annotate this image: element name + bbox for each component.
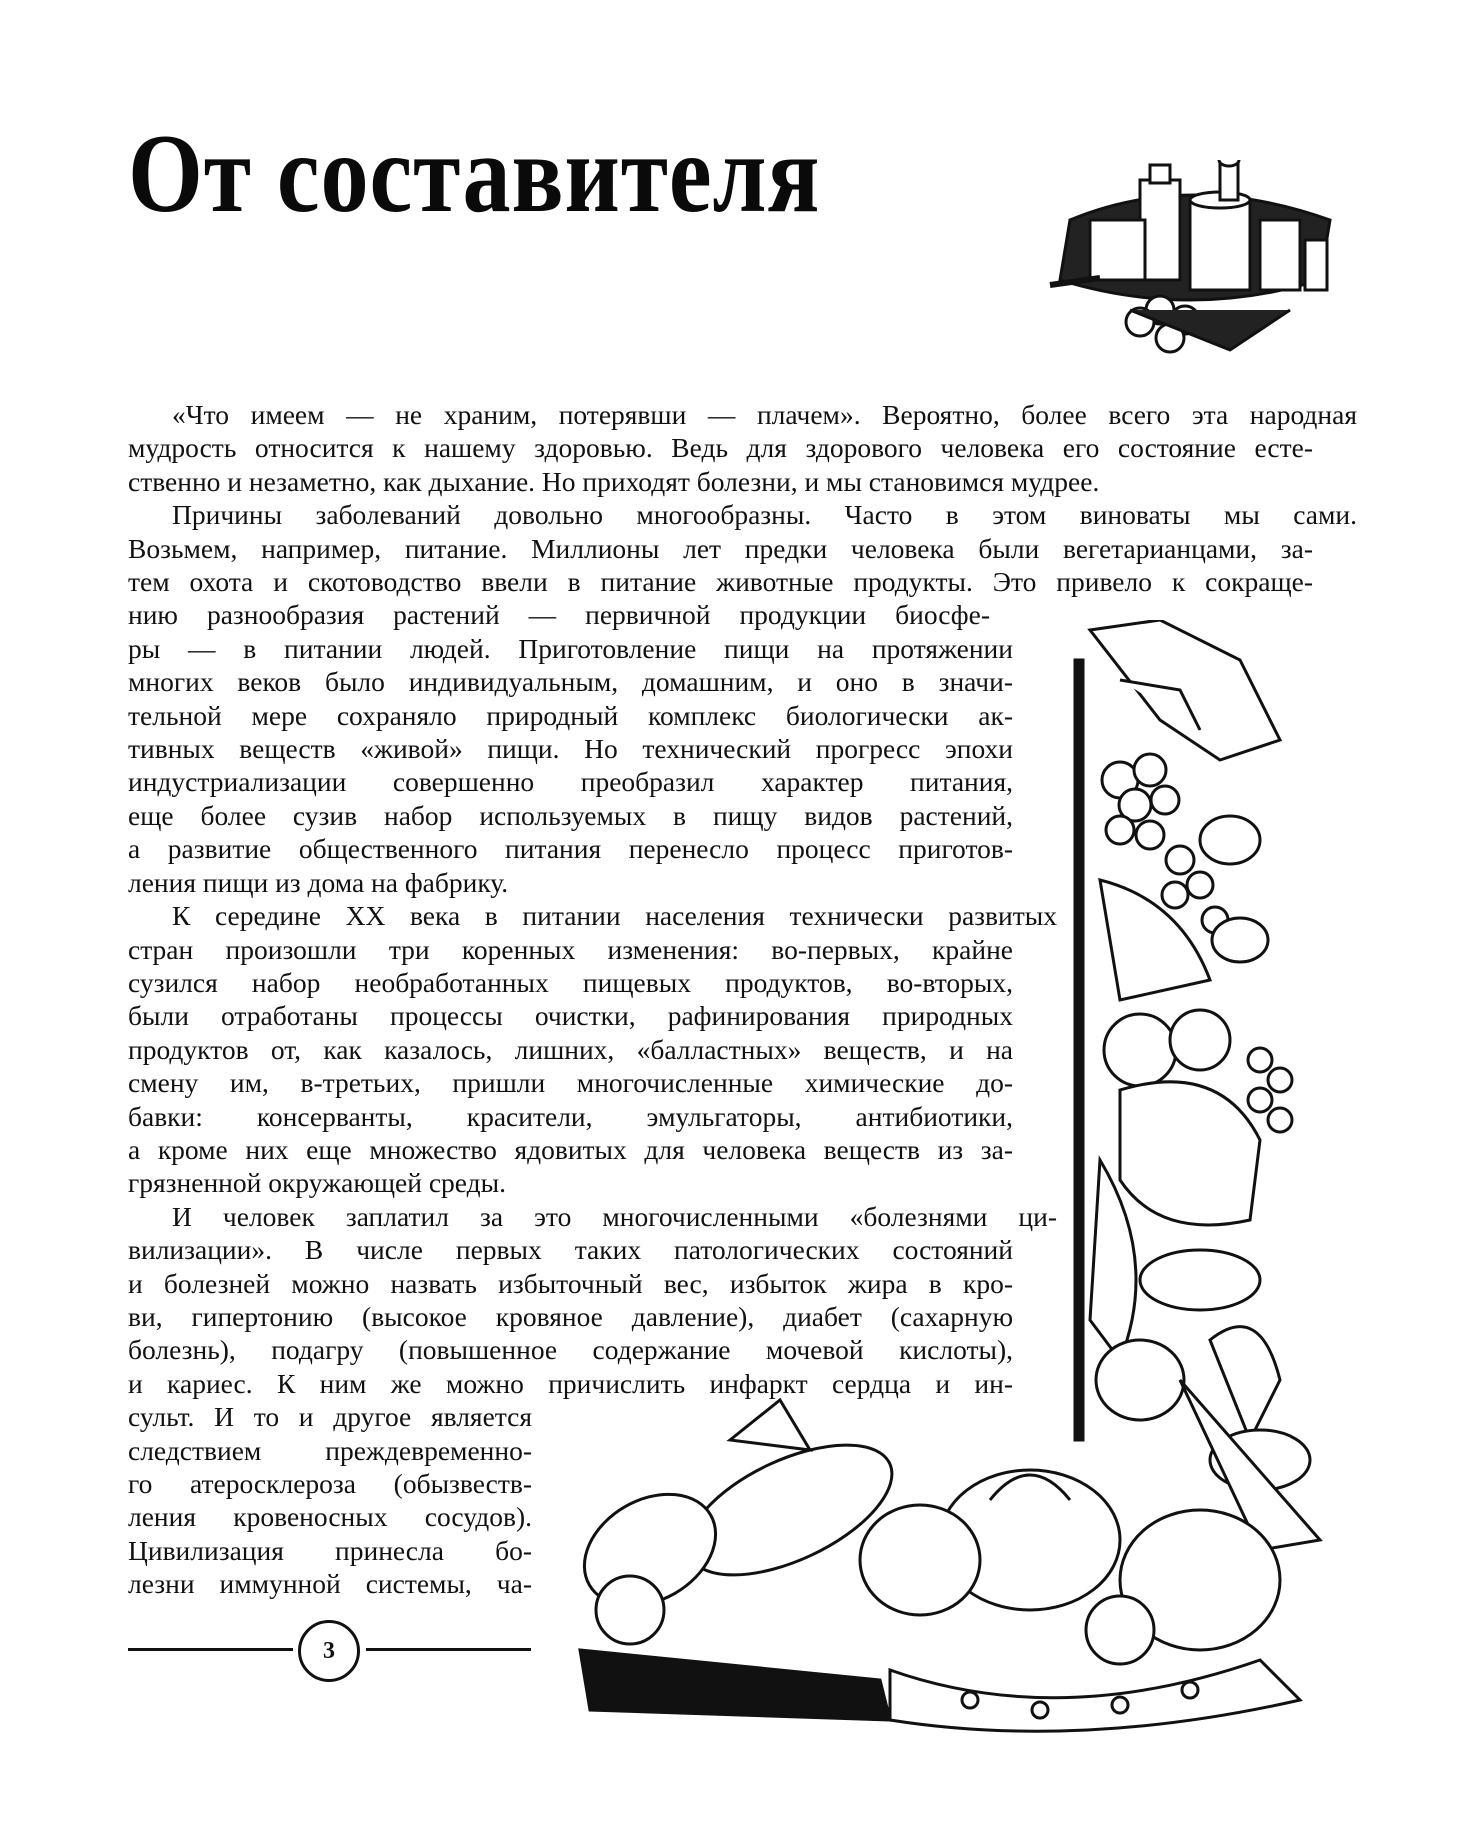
text-line: следствием преждевременно- (128, 1434, 532, 1466)
text-line: ственно и незаметно, как дыхание. Но приходят болезни, и мы становимся мудрее. (128, 465, 1100, 497)
text-line: тельной мере сохраняло природный комплекс биологически ак- (128, 699, 1013, 731)
text-line: ви, гипертонию (высокое кровяное давление), диабет (сахарную (128, 1300, 1013, 1332)
text-line: лезни иммунной системы, ча- (128, 1568, 532, 1600)
text-line: индустриализации совершенно преобразил характер питания, (128, 766, 1013, 798)
footer-rule-left (128, 1648, 293, 1651)
text-line: а развитие общественного питания перенесло процесс приготов- (128, 833, 1013, 865)
text-line: нию разнообразия растений — первичной продукции биосфе- (128, 599, 990, 631)
text-line: К середине XX века в питании населения технически развитых (172, 900, 1057, 932)
body-text (128, 398, 1357, 1601)
text-line: еще более сузив набор используемых в пищу видов растений, (128, 799, 1013, 831)
page-number: 3 (298, 1620, 360, 1682)
text-line: и болезней можно назвать избыточный вес, избыток жира в кро- (128, 1267, 1013, 1299)
page-number-footer (128, 1620, 548, 1680)
text-line: «Что имеем — не храним, потерявши — плачем». Вероятно, более всего эта народная (172, 399, 1357, 430)
text-line: а кроме них еще множество ядовитых для человека веществ из за- (128, 1133, 1013, 1165)
kitchen-illustration (1030, 160, 1350, 360)
text-line: грязненной окружающей среды. (128, 1167, 506, 1199)
text-line: сузился набор необработанных пищевых продуктов, во-вторых, (128, 966, 1013, 998)
text-line: ления кровеносных сосудов). (128, 1501, 532, 1533)
text-line: и кариес. К ним же можно причислить инфаркт сердца и ин- (128, 1367, 1013, 1399)
footer-rule-right (366, 1648, 531, 1651)
text-line: Цивилизация принесла бо- (128, 1534, 532, 1566)
text-line: Возьмем, например, питание. Миллионы лет предки человека были вегетарианцами, за- (128, 532, 1313, 564)
text-line: го атеросклероза (обызвеств- (128, 1468, 532, 1499)
text-line: ры — в питании людей. Приготовление пищи на протяжении (128, 632, 1013, 664)
text-line: И человек заплатил за это многочисленными «болезнями ци- (172, 1200, 1057, 1232)
text-line: Причины заболеваний довольно многообразны. Часто в этом виноваты мы сами. (172, 499, 1357, 531)
text-line: болезнь), подагру (повышенное содержание мочевой кислоты), (128, 1334, 1013, 1366)
text-line: сульт. И то и другое является (128, 1401, 532, 1433)
text-line: были отработаны процессы очистки, рафинирования природных (128, 1000, 1013, 1032)
text-line: мудрость относится к нашему здоровью. Ведь для здорового человека его состояние есте- (128, 432, 1313, 464)
text-line: продуктов от, как казалось, лишних, «балластных» веществ, и на (128, 1033, 1013, 1065)
text-line: ления пищи из дома на фабрику. (128, 866, 509, 898)
text-line: вилизации». В числе первых таких патологических состояний (128, 1234, 1013, 1266)
text-line: многих веков было индивидуальным, домашним, и оно в значи- (128, 666, 1013, 698)
text-line: тивных веществ «живой» пищи. Но технический прогресс эпохи (128, 733, 1013, 765)
text-line: тем охота и скотоводство ввели в питание животные продукты. Это привело к сокраще- (128, 566, 1313, 598)
text-line: смену им, в-третьих, пришли многочисленные химические до- (128, 1067, 1013, 1099)
text-line: стран произошли три коренных изменения: во-первых, крайне (128, 933, 1013, 965)
text-line: бавки: консерванты, красители, эмульгаторы, антибиотики, (128, 1100, 1013, 1132)
page-title: От составителя (128, 112, 821, 236)
